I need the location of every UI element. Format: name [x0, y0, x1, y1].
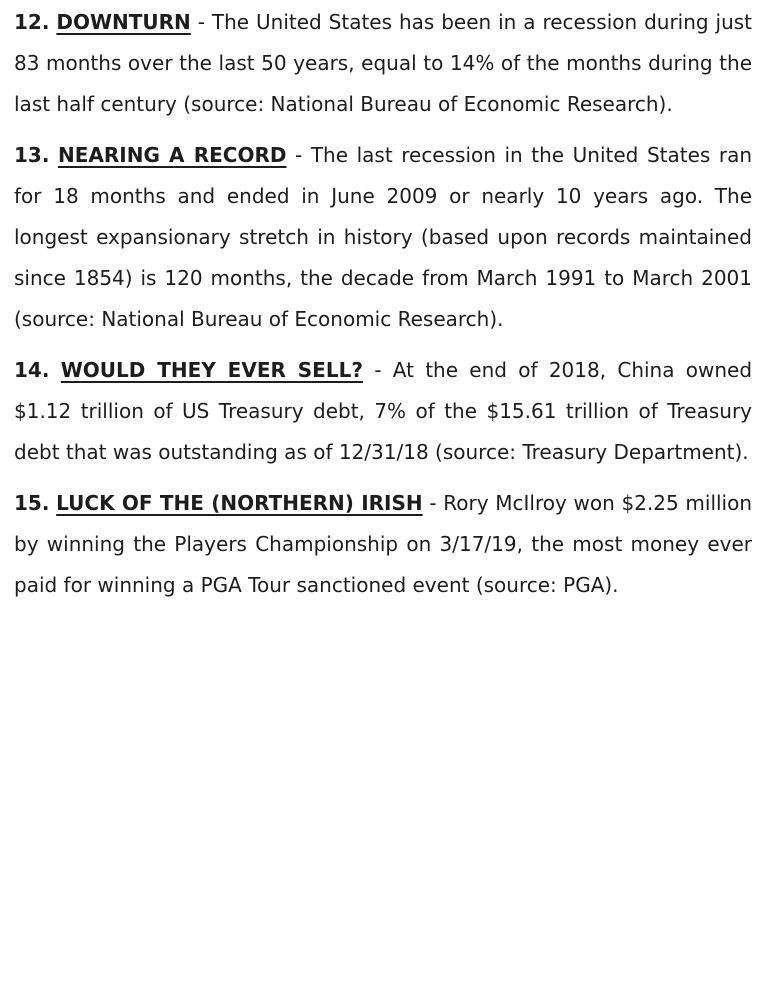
fact-title: WOULD THEY EVER SELL?: [60, 358, 363, 382]
fact-title: LUCK OF THE (NORTHERN) IRISH: [56, 491, 423, 515]
fact-paragraph-14: [14, 350, 752, 473]
fact-body: At the end of 2018, China owned $1.12 trillion of US Treasury debt, 7% of the $15.61 trillion of Treasury debt that was outstanding as of 12/31/18 (source: Treasury Department).: [14, 358, 753, 464]
fact-title: NEARING A RECORD: [58, 143, 287, 167]
fact-body: The United States has been in a recession during just 83 months over the last 50 years, equal to 14% of the months during the last half century (source: National Bureau of Economic Research).: [14, 10, 753, 116]
fact-separator: -: [429, 491, 437, 515]
fact-body: The last recession in the United States ran for 18 months and ended in June 2009 or nearly 10 years ago. The longest expansionary stretch in history (based upon records maintained since 1854) is 120 months, the decade from March 1991 to March 2001 (source: National Bureau of Economic Research).: [14, 143, 753, 331]
fact-title: DOWNTURN: [56, 10, 191, 34]
fact-number: 14.: [14, 358, 50, 382]
fact-paragraph-15: [14, 483, 752, 606]
fact-paragraph-12: [14, 2, 752, 125]
fact-number: 13.: [14, 143, 50, 167]
fact-number: 15.: [14, 491, 50, 515]
fact-separator: -: [295, 143, 303, 167]
fact-separator: -: [374, 358, 382, 382]
fact-number: 12.: [14, 10, 50, 34]
fact-body: Rory McIlroy won $2.25 million by winning the Players Championship on 3/17/19, the most money ever paid for winning a PGA Tour sanctioned event (source: PGA).: [14, 491, 753, 597]
fact-separator: -: [197, 10, 205, 34]
fact-paragraph-13: [14, 135, 752, 340]
